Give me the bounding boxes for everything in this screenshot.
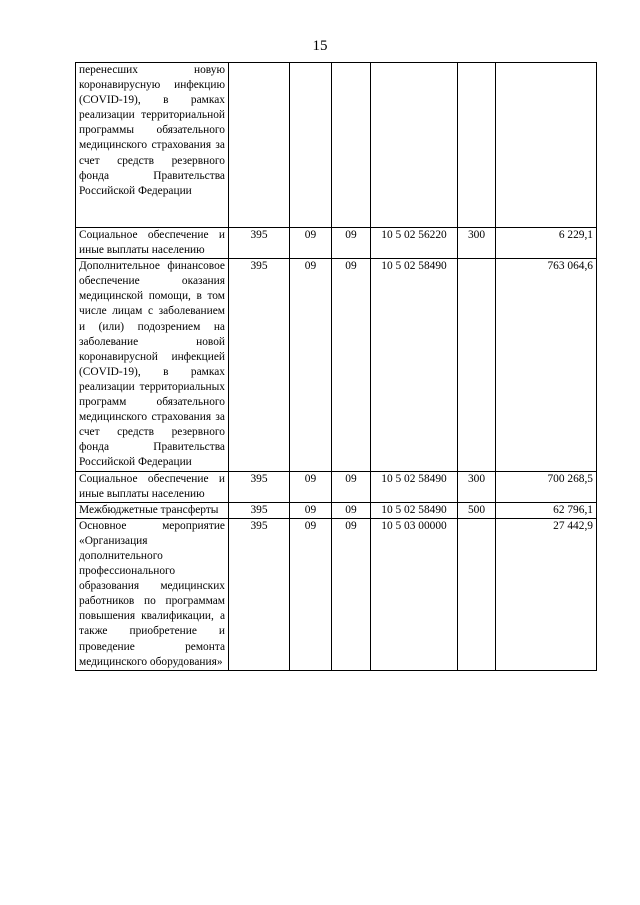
section-code-cell: 09 [290, 471, 332, 502]
table-row [76, 518, 597, 670]
subsection-code-cell: 09 [332, 518, 371, 670]
table-row [76, 259, 597, 471]
expense-type-cell: 500 [458, 502, 496, 518]
expense-type-cell: 300 [458, 471, 496, 502]
section-code-cell: 09 [290, 259, 332, 471]
row-name-cell: Социальное обеспечение и иные выплаты населению [76, 228, 229, 259]
expense-type-cell: 300 [458, 228, 496, 259]
amount-cell: 763 064,6 [496, 259, 597, 471]
budget-table [75, 62, 597, 671]
amount-cell [496, 63, 597, 228]
target-code-cell [371, 63, 458, 228]
expense-type-cell [458, 63, 496, 228]
section-code-cell: 09 [290, 518, 332, 670]
table-row [76, 228, 597, 259]
row-name-cell: Основное мероприятие «Организация дополнительного профессионального образования медицинских работников по программам повышения квалификации, а также приобретение и проведение ремонта медицинского оборудования» [76, 518, 229, 670]
subsection-code-cell: 09 [332, 471, 371, 502]
row-name-cell: Межбюджетные трансферты [76, 502, 229, 518]
section-code-cell [290, 63, 332, 228]
section-code-cell: 09 [290, 228, 332, 259]
row-name-cell: перенесших новую коронавирусную инфекцию (COVID-19), в рамках реализации территориальной программы обязательного медицинского страхования за счет средств резервного фонда Правительства Российской Федерации [76, 63, 229, 228]
amount-cell: 62 796,1 [496, 502, 597, 518]
ministry-code-cell [229, 63, 290, 228]
subsection-code-cell [332, 63, 371, 228]
ministry-code-cell: 395 [229, 259, 290, 471]
table-row [76, 502, 597, 518]
expense-type-cell [458, 518, 496, 670]
subsection-code-cell: 09 [332, 259, 371, 471]
target-code-cell: 10 5 02 58490 [371, 259, 458, 471]
ministry-code-cell: 395 [229, 502, 290, 518]
subsection-code-cell: 09 [332, 228, 371, 259]
amount-cell: 700 268,5 [496, 471, 597, 502]
target-code-cell: 10 5 02 58490 [371, 502, 458, 518]
amount-cell: 27 442,9 [496, 518, 597, 670]
section-code-cell: 09 [290, 502, 332, 518]
ministry-code-cell: 395 [229, 471, 290, 502]
page-number: 15 [312, 38, 328, 54]
row-name-cell: Дополнительное финансовое обеспечение оказания медицинской помощи, в том числе лицам с заболеванием и (или) подозрением на заболевание новой коронавирусной инфекцией (COVID-19), в рамках реализации территориальных программ обязательного медицинского страхования за счет средств резервного фонда Правительства Российской Федерации [76, 259, 229, 471]
ministry-code-cell: 395 [229, 518, 290, 670]
amount-cell: 6 229,1 [496, 228, 597, 259]
target-code-cell: 10 5 02 56220 [371, 228, 458, 259]
target-code-cell: 10 5 03 00000 [371, 518, 458, 670]
expense-type-cell [458, 259, 496, 471]
ministry-code-cell: 395 [229, 228, 290, 259]
table-row [76, 63, 597, 228]
subsection-code-cell: 09 [332, 502, 371, 518]
target-code-cell: 10 5 02 58490 [371, 471, 458, 502]
table-row [76, 471, 597, 502]
row-name-cell: Социальное обеспечение и иные выплаты населению [76, 471, 229, 502]
